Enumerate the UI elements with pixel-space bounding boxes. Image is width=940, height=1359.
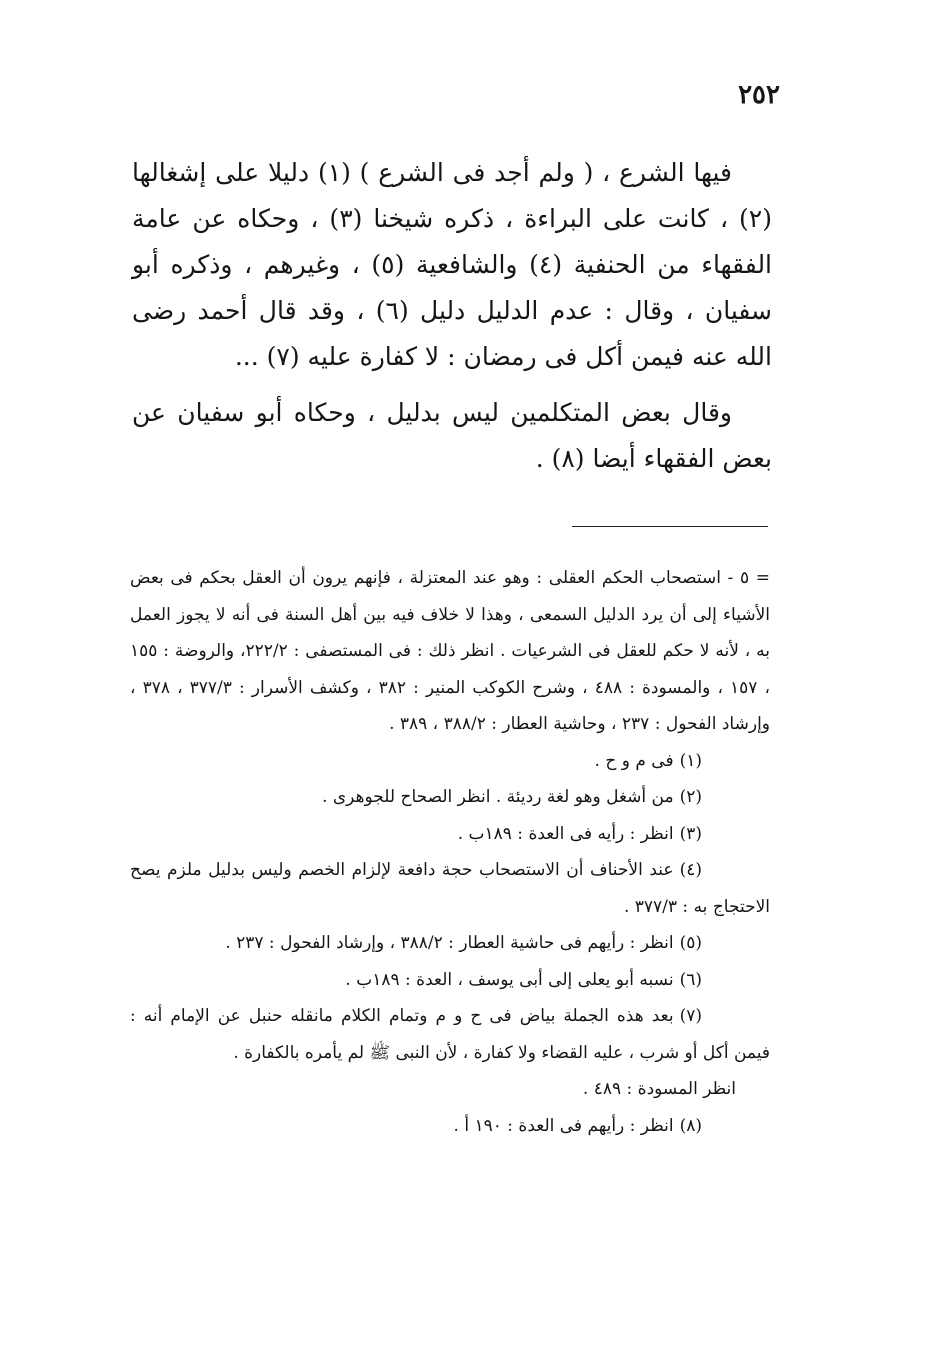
main-text: [132, 150, 772, 482]
body-paragraph: فيها الشرع ، ( ولم أجد فى الشرع ) (١) دليلا على إشغالها (٢) ، كانت على البراءة ، ذكره شيخنا (٣) ، وحكاه عن عامة الفقهاء من الحنفية (٤) والشافعية (٥) ، وغيرهم ، وذكره أبو سفيان ، وقال : عدم الدليل دليل (٦) ، وقد قال أحمد رضى الله عنه فيمن أكل فى رمضان : لا كفارة عليه (٧) ...: [132, 158, 773, 371]
footnote-item: [130, 779, 770, 816]
footnote-item: [130, 743, 770, 780]
footnote-item: [130, 925, 770, 962]
footnote-number: (٣): [679, 823, 702, 844]
footnote-item: [130, 962, 770, 999]
footnote-item: [130, 816, 770, 853]
footnote-text: انظر : رأيه فى العدة : ١٨٩ب .: [457, 823, 674, 844]
footnote-divider: [572, 526, 768, 527]
footnote-number: (٧): [679, 1006, 702, 1026]
footnote-text: انظر : رأيهم فى حاشية العطار : ٣٨٨/٢ ، وإرشاد الفحول : ٢٣٧ .: [225, 933, 674, 953]
footnote-text: نسبه أبو يعلى إلى أبى يوسف ، العدة : ١٨٩ب .: [345, 969, 674, 990]
footnote-number: (٢): [679, 787, 702, 807]
footnote-text: فى م و ح .: [594, 750, 674, 771]
footnote-number: (٦): [679, 969, 702, 990]
footnotes: [130, 560, 770, 1144]
footnote-text: بعد هذه الجملة بياض فى ح و م وتمام الكلام مانقله حنبل عن الإمام أنه : فيمن أكل أو شرب ، عليه القضاء ولا كفارة ، لأن النبى ﷺ لم يأمره بالكفارة .: [130, 1006, 770, 1063]
footnote-item: [130, 1108, 770, 1145]
footnote-continuation: = ٥ - استصحاب الحكم العقلى : وهو عند المعتزلة ، فإنهم يرون أن العقل بحكم فى بعض الأشياء إلى أن يرد الدليل السمعى ، وهذا لا خلاف فيه بين أهل السنة فى أنه لا يجوز العمل به ، لأنه لا حكم للعقل فى الشرعيات . انظر ذلك : فى المستصفى : ٢٢٢/٢، والروضة : ١٥٥ ، ١٥٧ ، والمسودة : ٤٨٨ ، وشرح الكوكب المنير : ٣٨٢ ، وكشف الأسرار : ٣٧٧/٣ ، ٣٧٨ ، وإرشاد الفحول : ٢٣٧ ، وحاشية العطار : ٣٨٨/٢ ، ٣٨٩ .: [130, 568, 771, 734]
footnote-item: [130, 998, 770, 1071]
footnote-number: (٤): [679, 860, 702, 880]
body-paragraph: وقال بعض المتكلمين ليس بدليل ، وحكاه أبو سفيان عن بعض الفقهاء أيضا (٨) .: [132, 398, 772, 473]
footnote-text: من أشغل وهو لغة رديئة . انظر الصحاح للجوهرى .: [322, 787, 674, 807]
footnote-number: (٨): [679, 1115, 702, 1136]
footnote-text: عند الأحناف أن الاستصحاب حجة دافعة لإلزام الخصم وليس بدليل ملزم يصح الاحتجاج به : ٣٧٧/٣ .: [130, 860, 770, 917]
footnote-number: (١): [679, 750, 702, 771]
footnote-number: (٥): [679, 933, 702, 953]
page-number: ٢٥٢: [738, 80, 780, 110]
footnote-subline: انظر المسودة : ٤٨٩ .: [582, 1079, 736, 1099]
footnote-item: [130, 852, 770, 925]
footnote-text: انظر : رأيهم فى العدة : ١٩٠ أ .: [453, 1115, 674, 1136]
